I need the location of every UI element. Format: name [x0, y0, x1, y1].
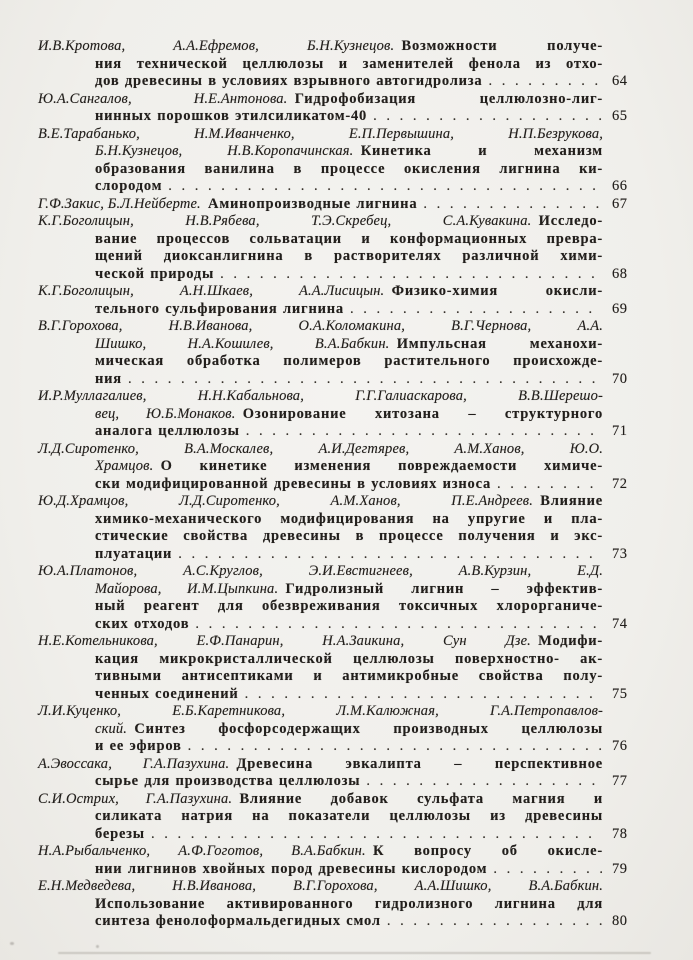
- entry-title: Влияние: [540, 493, 603, 509]
- scan-edge-artifact: [58, 952, 651, 954]
- entry-authors: ский.: [95, 720, 128, 737]
- page-number: 80: [612, 913, 628, 929]
- dot-leader: [350, 301, 602, 319]
- entry-authors: Ю.Д.Храмцов, Л.Д.Сиротенко, А.М.Ханов, П.Е.Андреев.: [38, 493, 534, 509]
- entry-title: синтеза фенолоформальдегидных смол: [95, 913, 381, 929]
- page-number: 73: [612, 545, 628, 562]
- toc-line: [38, 843, 603, 861]
- entry-authors: Н.Е.Котельникова, Е.Ф.Панарин, Н.А.Заикина, Сун Дзе.: [38, 633, 531, 649]
- dot-leader: [387, 913, 602, 931]
- entry-authors: В.Е.Тарабанько, Н.М.Иванченко, Е.П.Первышина, Н.П.Безрукова,: [38, 125, 603, 142]
- entry-title: вание процессов сольватации и конформационных превра-: [95, 230, 603, 247]
- entry-title: Озонирование хитозана – структурного: [242, 405, 603, 422]
- dot-leader: [168, 178, 602, 196]
- page-number: 65: [612, 108, 628, 124]
- entry-authors: К.Г.Боголицын, А.Н.Шкаев, А.А.Лисицын.: [38, 283, 385, 299]
- entry-title: ских отходов: [95, 615, 190, 632]
- entry-title: образования ванилина в процессе окисления лигнина ки-: [95, 160, 603, 177]
- page-number: 76: [612, 738, 628, 754]
- entry-title: химико-механического модифицирования на упругие и пла-: [95, 510, 603, 527]
- entry-title: Модифи-: [538, 633, 603, 649]
- toc-line: [95, 371, 640, 389]
- entry-title: березы: [95, 825, 145, 842]
- entry-authors: К.Г.Боголицын, Н.В.Рябева, Т.Э.Скребец, С.А.Кувакина.: [38, 213, 532, 229]
- page-number: 75: [612, 685, 628, 702]
- toc-entry: [38, 283, 640, 318]
- entry-title: щений диоксанлигнина в растворителях различной хими-: [95, 248, 603, 264]
- toc-entry: [38, 38, 640, 91]
- toc-line: [95, 651, 603, 669]
- toc-line: [38, 91, 603, 109]
- toc-line: [95, 738, 640, 756]
- entry-authors: Ю.А.Платонов, А.С.Круглов, Э.И.Евстигнеев, А.В.Курзин, Е.Д.: [38, 563, 603, 579]
- entry-title: Импульсная механохи-: [396, 335, 603, 352]
- entry-authors: Л.И.Куценко, Е.Б.Каретникова, Л.М.Калюжная, Г.А.Петропавлов-: [38, 703, 603, 719]
- toc-line: [95, 231, 603, 249]
- toc-line: [38, 493, 603, 511]
- dot-leader: [493, 861, 602, 879]
- page-number: 64: [612, 73, 628, 89]
- toc-line: [95, 773, 640, 791]
- entry-title: К вопросу об окисле-: [373, 843, 603, 859]
- entry-title: Синтез фосфорсодержащих производных целлюлозы: [134, 720, 603, 737]
- toc-line: [95, 598, 603, 616]
- entry-title: Физико-химия окисли-: [391, 283, 604, 299]
- toc-line: [38, 756, 603, 774]
- toc-entry: [38, 196, 640, 214]
- dot-leader: [366, 773, 602, 791]
- page-number: 72: [612, 475, 628, 492]
- entry-title: плуатации: [95, 545, 173, 562]
- toc-entry: [38, 388, 640, 441]
- toc-line: [95, 686, 640, 704]
- entry-title: нинных порошков этилсиликатом-40: [95, 108, 368, 124]
- entry-title: Древесина эвкалипта – перспективное: [236, 755, 603, 772]
- entry-authors: вец, Ю.Б.Монаков.: [95, 405, 236, 422]
- entry-authors: А.Эвоссака, Г.А.Пазухина.: [38, 755, 230, 772]
- page-number: 74: [612, 615, 628, 632]
- entry-title: ски модифицированной древесины в условиях износа: [95, 475, 492, 492]
- page-number: 70: [612, 370, 628, 387]
- toc-line: [95, 826, 640, 844]
- entry-authors: Л.Д.Сиротенко, В.А.Москалев, А.И.Дегтярев, А.М.Ханов, Ю.О.: [38, 440, 603, 457]
- toc-line: [95, 178, 640, 196]
- toc-line: [95, 353, 603, 371]
- dot-leader: [246, 423, 602, 441]
- toc-line: [95, 56, 603, 74]
- entry-authors: Храмцов.: [95, 458, 154, 474]
- toc-line: [95, 406, 603, 424]
- entry-title: ческой природы: [95, 265, 215, 282]
- dot-leader: [151, 826, 602, 844]
- toc-line: [38, 318, 603, 336]
- toc-entry: [38, 756, 640, 791]
- toc-line: [38, 38, 603, 56]
- toc-line: [95, 476, 640, 494]
- toc-line: [38, 388, 603, 406]
- entry-authors: Майорова, И.М.Цыпкина.: [95, 580, 279, 597]
- entry-title: стические свойства древесины в процессе получения и экс-: [95, 528, 603, 544]
- page-number: 69: [612, 300, 628, 317]
- toc-line: [38, 196, 640, 214]
- toc-line: [38, 563, 603, 581]
- entry-title: ния технической целлюлозы и заменителей фенола из отхо-: [95, 55, 603, 72]
- entry-title: нии лигнинов хвойных пород древесины кислородом: [95, 860, 488, 877]
- toc-line: [95, 458, 603, 476]
- toc-line: [95, 546, 640, 564]
- entry-title: ный реагент для обезвреживания токсичных хлорорганиче-: [95, 598, 603, 614]
- entry-title: Аминопроизводные лигнина: [208, 195, 418, 212]
- dot-leader: [423, 196, 602, 214]
- toc-line: [38, 791, 603, 809]
- entry-authors: Н.А.Рыбальченко, А.Ф.Гоготов, В.А.Бабкин.: [38, 843, 366, 859]
- toc-line: [95, 528, 603, 546]
- entry-title: кация микрокристаллической целлюлозы поверхностно- ак-: [95, 650, 603, 667]
- entry-authors: Шишко, Н.А.Кошилев, В.А.Бабкин.: [95, 335, 390, 352]
- entry-title: тельного сульфирования лигнина: [95, 300, 344, 317]
- toc-entry: [38, 843, 640, 878]
- page-number: 79: [612, 860, 628, 877]
- entry-authors: Г.Ф.Закис, Б.Л.Нейберте.: [38, 195, 201, 212]
- toc-line: [95, 301, 640, 319]
- entry-title: и ее эфиров: [95, 738, 182, 754]
- toc-line: [95, 913, 640, 931]
- entry-authors: И.Р.Муллагалиев, Н.Н.Кабальнова, Г.Г.Галиаскарова, В.В.Шерешо-: [38, 388, 603, 404]
- toc-line: [38, 213, 603, 231]
- entry-authors: И.В.Кротова, А.А.Ефремов, Б.Н.Кузнецов.: [38, 38, 395, 54]
- entry-authors: С.И.Острих, Г.А.Пазухина.: [38, 790, 233, 807]
- toc-line: [38, 441, 603, 459]
- dot-leader: [373, 108, 602, 126]
- toc-line: [95, 336, 603, 354]
- page-number: 71: [612, 423, 628, 439]
- toc-line: [95, 668, 603, 686]
- scan-speck: [96, 945, 99, 948]
- toc-entry: [38, 213, 640, 283]
- dot-leader: [195, 616, 602, 634]
- entry-title: Гидролизный лигнин – эффектив-: [285, 580, 603, 597]
- toc-line: [38, 703, 603, 721]
- toc-entry: [38, 493, 640, 563]
- toc-line: [95, 266, 640, 284]
- entry-title: ния: [95, 370, 122, 387]
- toc-line: [95, 616, 640, 634]
- entry-title: Влияние добавок сульфата магния и: [239, 790, 603, 807]
- toc-line: [38, 633, 603, 651]
- toc-line: [95, 143, 603, 161]
- toc-line: [95, 73, 640, 91]
- entry-title: Использование активированного гидролизного лигнина для: [95, 895, 603, 912]
- toc-line: [38, 126, 603, 144]
- page-number: 66: [612, 178, 628, 194]
- page-number: 77: [612, 773, 628, 789]
- page-number: 68: [612, 265, 628, 282]
- toc-line: [38, 283, 603, 301]
- scan-speck: [10, 942, 14, 945]
- toc-entry: [38, 878, 640, 931]
- entry-title: О кинетике изменения повреждаемости химиче-: [160, 458, 603, 474]
- entry-title: Кинетика и механизм: [360, 143, 603, 159]
- entry-title: ченных соединений: [95, 685, 239, 702]
- dot-leader: [497, 476, 602, 494]
- toc-entry: [38, 791, 640, 844]
- toc-entry: [38, 633, 640, 703]
- entry-title: сырье для производства целлюлозы: [95, 773, 361, 789]
- entry-title: слородом: [95, 178, 163, 194]
- toc-entry: [38, 703, 640, 756]
- dot-leader: [220, 266, 602, 284]
- entry-title: Гидрофобизация целлюлозно-лиг-: [294, 90, 603, 107]
- toc-line: [95, 721, 603, 739]
- entry-title: силиката натрия на показатели целлюлозы из древесины: [95, 808, 603, 824]
- entry-authors: В.Г.Горохова, Н.В.Иванова, О.А.Коломакина, В.Г.Чернова, А.А.: [38, 318, 603, 334]
- toc-line: [95, 423, 640, 441]
- entry-title: Исследо-: [538, 213, 603, 229]
- toc-line: [95, 511, 603, 529]
- dot-leader: [188, 738, 602, 756]
- entry-authors: Е.Н.Медведева, Н.В.Иванова, В.Г.Горохова, А.А.Шишко, В.А.Бабкин.: [38, 878, 603, 894]
- page-number: 78: [612, 825, 628, 842]
- toc-line: [95, 896, 603, 914]
- toc-line: [95, 808, 603, 826]
- toc-entry: [38, 91, 640, 126]
- entry-authors: Ю.А.Сангалов, Н.Е.Антонова.: [38, 90, 288, 107]
- toc: [38, 38, 640, 931]
- dot-leader: [128, 371, 602, 389]
- page-number: 67: [612, 195, 628, 212]
- toc-entry: [38, 563, 640, 633]
- entry-title: аналога целлюлозы: [95, 423, 240, 439]
- dot-leader: [488, 73, 602, 91]
- entry-title: мическая обработка полимеров растительного происхожде-: [95, 353, 603, 369]
- toc-line: [95, 108, 640, 126]
- toc-entry: [38, 318, 640, 388]
- entry-authors: Б.Н.Кузнецов, Н.В.Коропачинская.: [95, 143, 354, 159]
- toc-line: [95, 248, 603, 266]
- toc-line: [95, 861, 640, 879]
- toc-line: [95, 161, 603, 179]
- dot-leader: [178, 546, 602, 564]
- entry-title: тивными антисептиками и антимикробные свойства полу-: [95, 668, 603, 684]
- entry-title: Возможности получе-: [401, 38, 603, 54]
- entry-title: дов древесины в условиях взрывного автогидролиза: [95, 73, 483, 89]
- toc-entry: [38, 126, 640, 196]
- toc-line: [38, 878, 603, 896]
- toc-entry: [38, 441, 640, 494]
- dot-leader: [245, 686, 602, 704]
- toc-line: [95, 581, 603, 599]
